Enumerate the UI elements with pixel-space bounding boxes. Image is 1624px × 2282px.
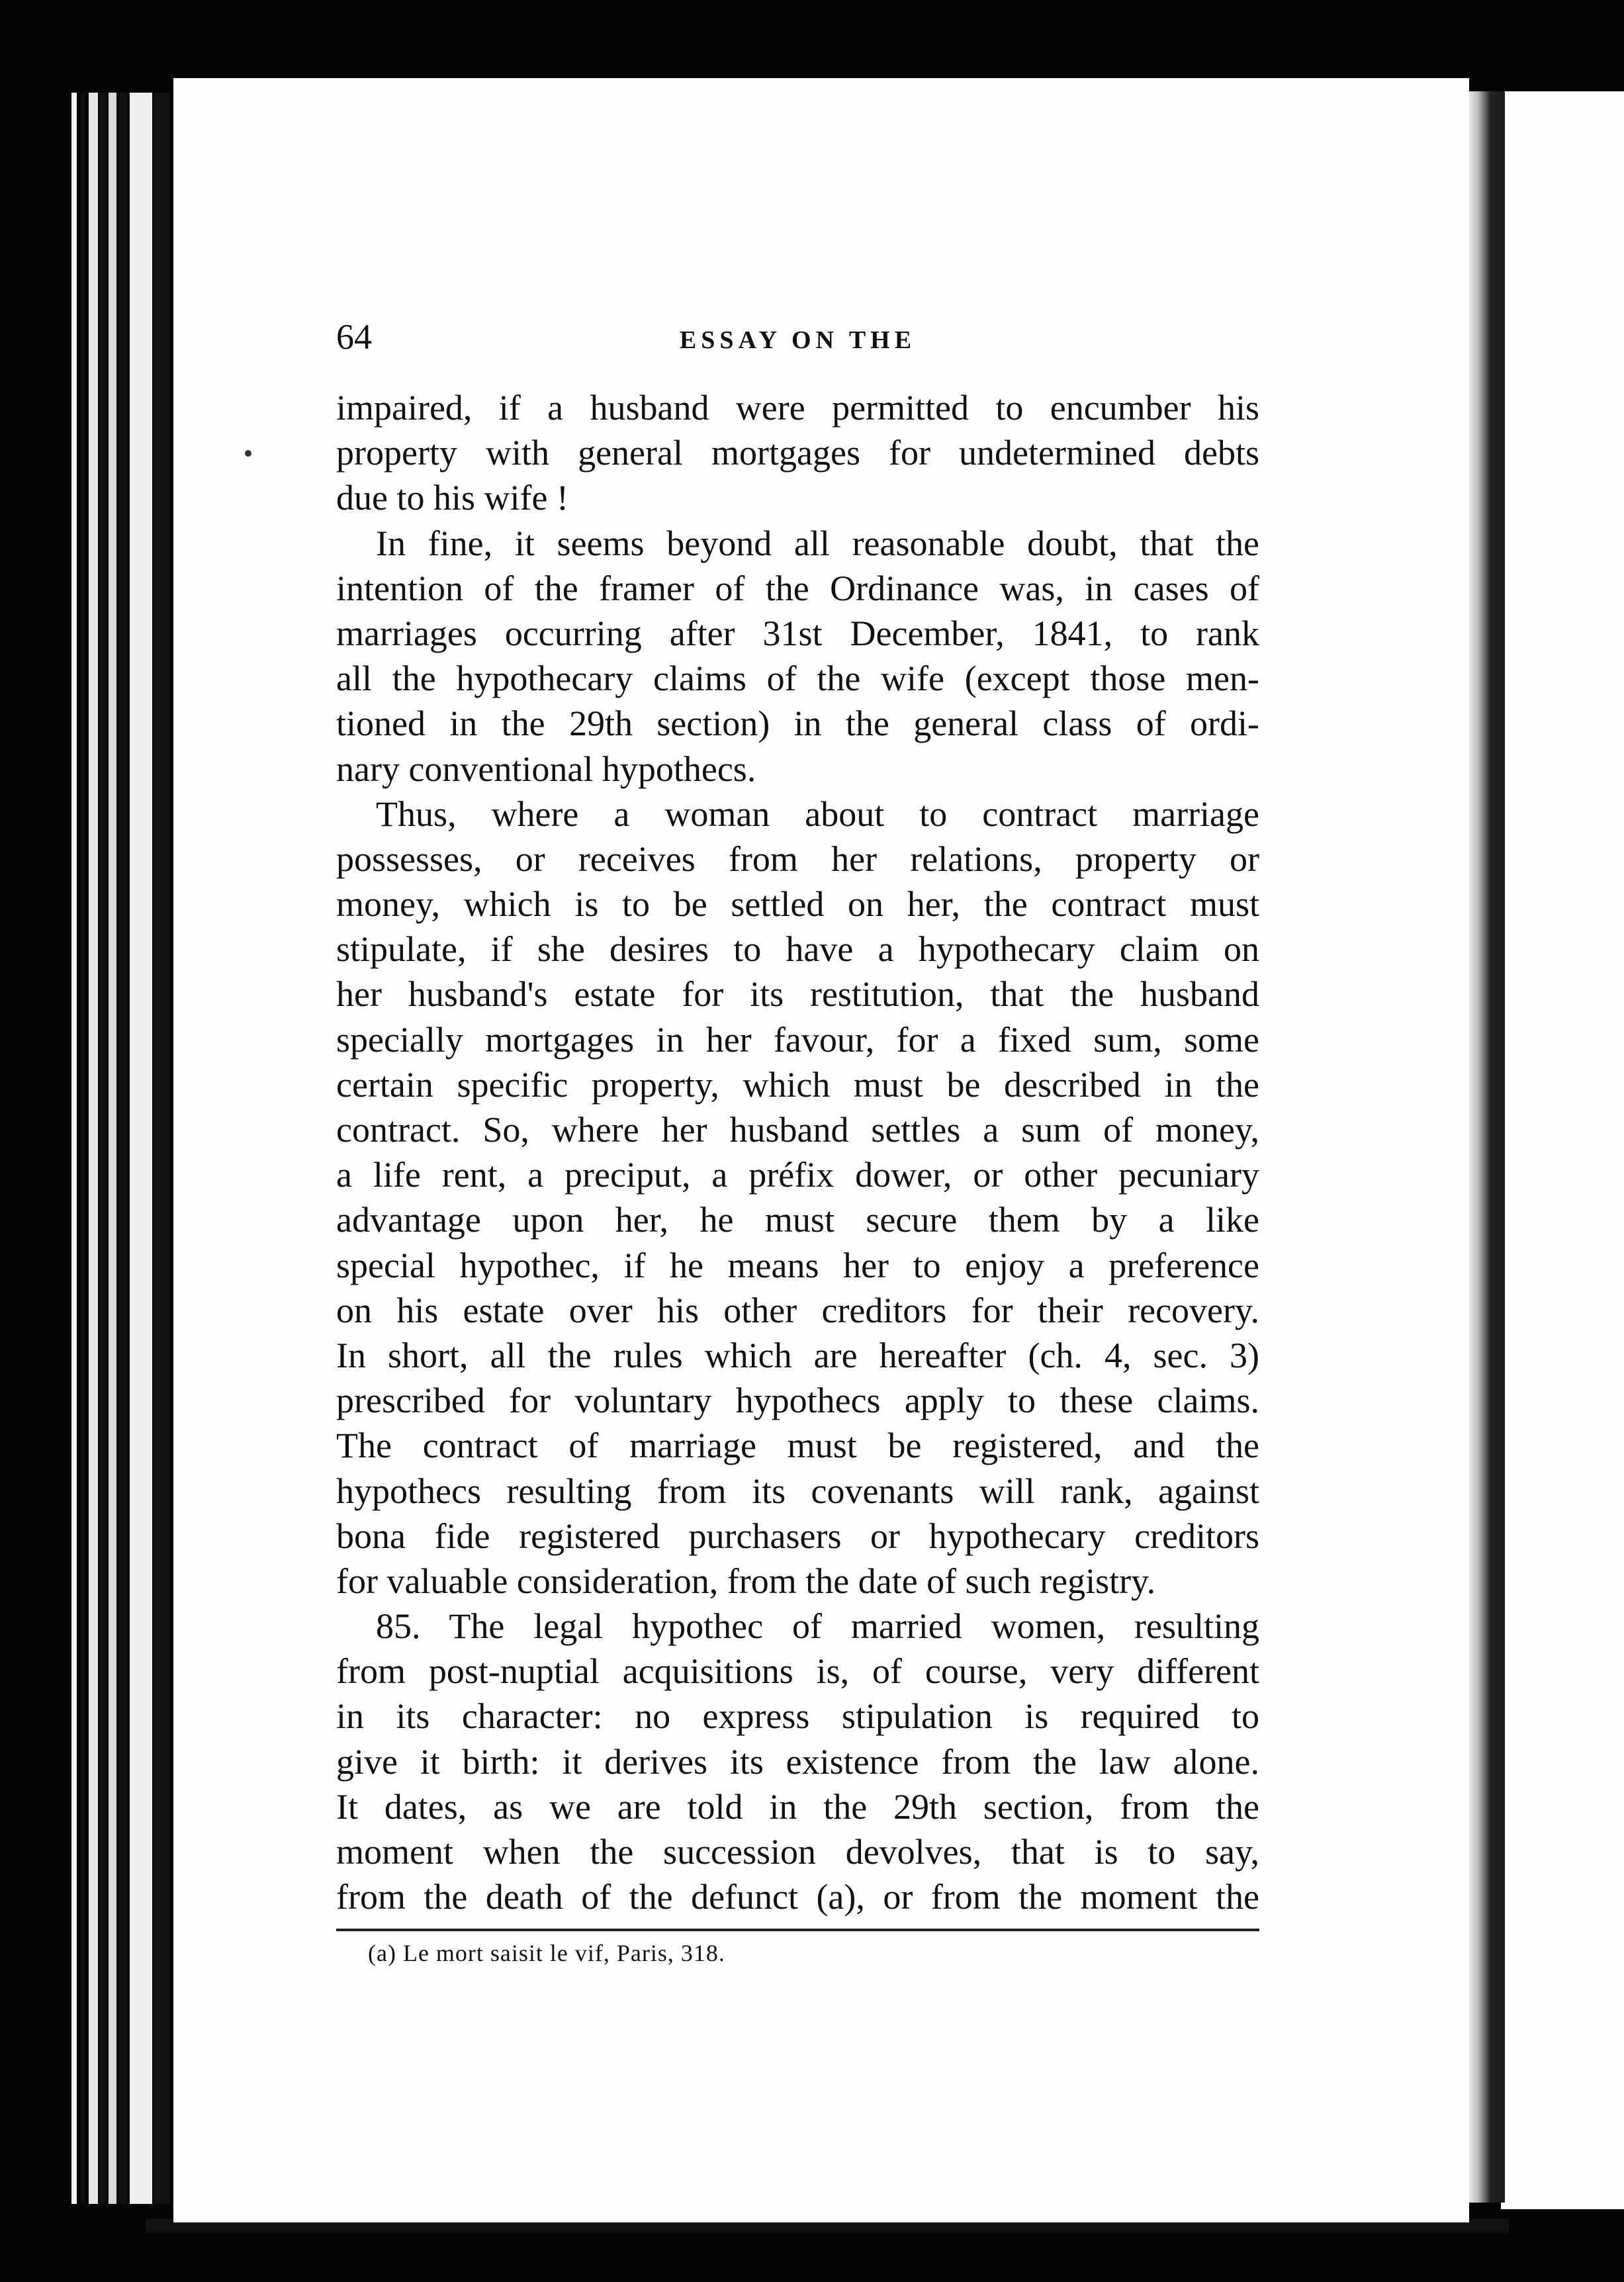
text-line: tioned in the 29th section) in the general class of ordi-	[336, 704, 1259, 744]
text-line: impaired, if a husband were permitted to encumber his	[336, 388, 1259, 428]
text-line: certain specific property, which must be described in the	[336, 1064, 1259, 1105]
text-line: prescribed for voluntary hypothecs apply to these claims.	[336, 1381, 1259, 1421]
text-line: stipulate, if she desires to have a hypothecary claim on	[336, 929, 1259, 970]
text-line: moment when the succession devolves, that is to say,	[336, 1832, 1259, 1872]
text-line: possesses, or receives from her relations, property or	[336, 839, 1259, 879]
text-line: contract. So, where her husband settles a sum of money,	[336, 1110, 1259, 1150]
binding-gutter	[1464, 91, 1505, 2203]
text-line: 85. The legal hypothec of married women, resulting	[376, 1606, 1259, 1647]
text-line: Thus, where a woman about to contract marriage	[376, 794, 1259, 834]
page-edge	[89, 93, 98, 2204]
text-line: hypothecs resulting from its covenants will rank, against	[336, 1471, 1259, 1511]
text-line: all the hypothecary claims of the wife (except those men-	[336, 659, 1259, 699]
text-line: In fine, it seems beyond all reasonable doubt, that the	[376, 523, 1259, 563]
text-line: from post-nuptial acquisitions is, of course, very different	[336, 1651, 1259, 1692]
footnote-rule	[336, 1929, 1259, 1931]
text-line: give it birth: it derives its existence from the law alone.	[336, 1741, 1259, 1782]
facing-page	[1501, 91, 1624, 2209]
page-edge	[99, 93, 106, 2204]
text-line: The contract of marriage must be registered, and the	[336, 1426, 1259, 1466]
text-line: a life rent, a preciput, a préfix dower, or other pecuniary	[336, 1155, 1259, 1195]
text-line: nary conventional hypothecs.	[336, 749, 756, 789]
running-title: ESSAY ON THE	[679, 326, 917, 354]
text-line: from the death of the defunct (a), or from the moment the	[336, 1877, 1259, 1917]
page-edge	[71, 93, 77, 2204]
text-line: specially mortgages in her favour, for a fixed sum, some	[336, 1019, 1259, 1060]
text-line: her husband's estate for its restitution, that the husband	[336, 974, 1259, 1015]
text-line: In short, all the rules which are hereafter (ch. 4, sec. 3)	[336, 1335, 1259, 1375]
text-line: bona fide registered purchasers or hypothecary creditors	[336, 1516, 1259, 1556]
page-edge	[154, 93, 169, 2204]
ink-speck	[245, 450, 251, 457]
text-line: advantage upon her, he must secure them by a like	[336, 1200, 1259, 1240]
page-edge	[119, 93, 127, 2204]
text-line: in its character: no express stipulation is required to	[336, 1696, 1259, 1737]
body-text	[336, 385, 1259, 1919]
page-header	[336, 316, 1259, 363]
page-number: 64	[336, 317, 372, 357]
page-edge	[130, 93, 152, 2204]
text-line: intention of the framer of the Ordinance was, in cases of	[336, 568, 1259, 608]
text-line: property with general mortgages for undetermined debts	[336, 433, 1259, 473]
page-edge	[81, 93, 85, 2204]
text-line: money, which is to be settled on her, the contract must	[336, 884, 1259, 925]
text-line: special hypothec, if he means her to enjoy a preference	[336, 1245, 1259, 1285]
text-line: on his estate over his other creditors for their recovery.	[336, 1290, 1259, 1330]
text-line: marriages occurring after 31st December, 1841, to rank	[336, 613, 1259, 653]
page-edge	[109, 93, 116, 2204]
text-line: It dates, as we are told in the 29th section, from the	[336, 1786, 1259, 1827]
footnote: (a) Le mort saisit le vif, Paris, 318.	[368, 1940, 725, 1966]
text-line: due to his wife !	[336, 478, 568, 518]
text-line: for valuable consideration, from the date of such registry.	[336, 1561, 1156, 1601]
